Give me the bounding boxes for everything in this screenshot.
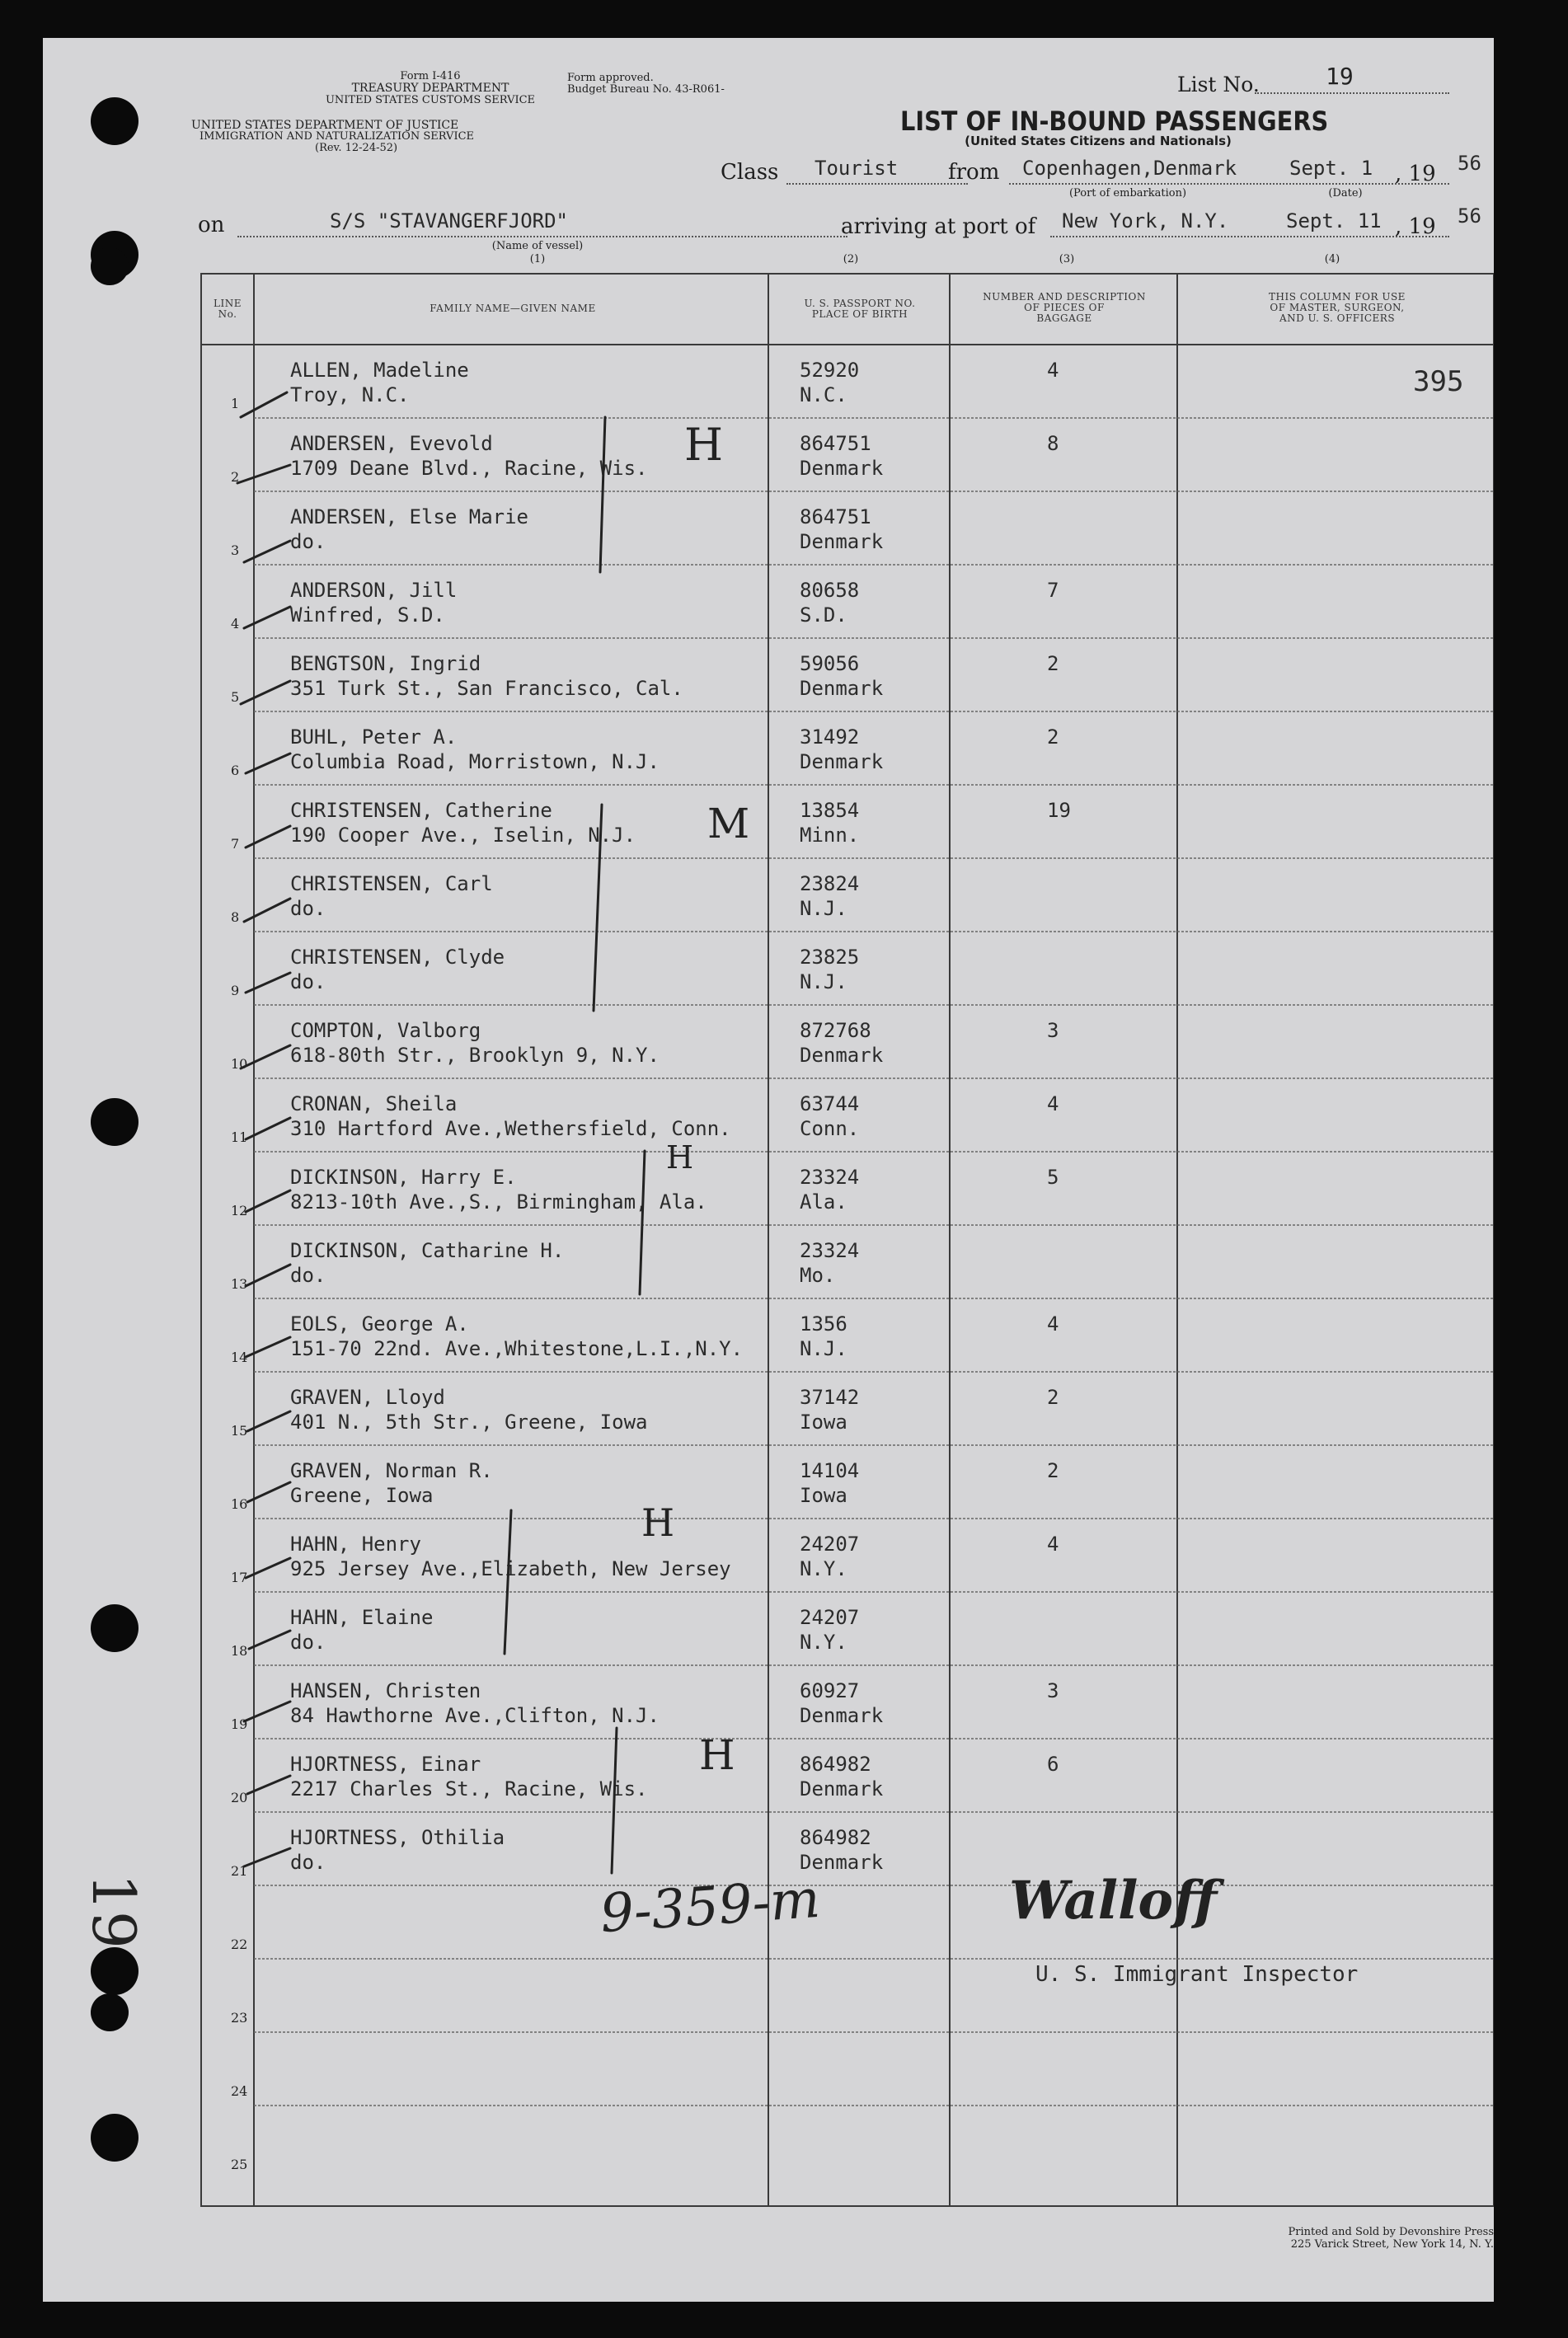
- place-of-birth: Denmark: [800, 530, 884, 553]
- date-caption: (Date): [1328, 187, 1363, 200]
- line-number: 5: [231, 689, 240, 705]
- passport-number: 24207: [800, 1533, 860, 1556]
- passenger-name: HJORTNESS, Einar: [290, 1753, 481, 1776]
- baggage-count: 4: [1047, 1533, 1059, 1556]
- h-mark-2: H: [666, 1139, 694, 1176]
- passenger-address: do.: [290, 1851, 326, 1874]
- place-of-birth: Denmark: [800, 1851, 884, 1874]
- passport-number: 63744: [800, 1092, 860, 1115]
- place-of-birth: Conn.: [800, 1117, 860, 1140]
- passenger-name: BUHL, Peter A.: [290, 725, 458, 749]
- table-row: [43, 711, 1494, 785]
- line-number: 25: [231, 2157, 248, 2172]
- form-approved: Form approved.: [567, 72, 654, 84]
- passenger-address: 84 Hawthorne Ave.,Clifton, N.J.: [290, 1704, 660, 1727]
- passenger-name: HANSEN, Christen: [290, 1679, 481, 1702]
- passenger-address: Greene, Iowa: [290, 1484, 434, 1507]
- passenger-list-page: [43, 38, 1494, 2302]
- line-number: 15: [231, 1423, 248, 1439]
- line-number: 1: [231, 396, 240, 411]
- departure-year: 56: [1458, 152, 1481, 175]
- table-row: [43, 1005, 1494, 1078]
- margin-mark: 19: [78, 1873, 148, 1949]
- inspector-title: U. S. Immigrant Inspector: [1035, 1962, 1359, 1987]
- departure-date: Sept. 1: [1289, 157, 1373, 180]
- justice-department: UNITED STATES DEPARTMENT OF JUSTICE: [191, 119, 459, 132]
- line-number: 9: [231, 983, 240, 998]
- place-of-birth: N.Y.: [800, 1631, 847, 1654]
- printer-address: 225 Varick Street, New York 14, N. Y.: [1290, 2238, 1494, 2251]
- passenger-name: COMPTON, Valborg: [290, 1019, 481, 1042]
- passenger-name: DICKINSON, Catharine H.: [290, 1239, 565, 1262]
- passenger-name: EOLS, George A.: [290, 1312, 469, 1336]
- place-of-birth: Denmark: [800, 1777, 884, 1800]
- arrival-year: 56: [1458, 204, 1481, 228]
- table-row: [43, 1078, 1494, 1152]
- table-row: [43, 1445, 1494, 1519]
- place-of-birth: Ala.: [800, 1190, 847, 1214]
- passenger-name: ANDERSON, Jill: [290, 579, 458, 602]
- passport-number: 872768: [800, 1019, 871, 1042]
- place-of-birth: Denmark: [800, 1044, 884, 1067]
- line-number: 10: [231, 1056, 248, 1072]
- baggage-count: 4: [1047, 1092, 1059, 1115]
- baggage-count: 2: [1047, 1459, 1059, 1482]
- passport-number: 31492: [800, 725, 860, 749]
- col-header-line-no: LINE No.: [214, 298, 242, 320]
- line-number: 22: [231, 1937, 248, 1952]
- baggage-count: 7: [1047, 579, 1059, 602]
- passenger-name: CRONAN, Sheila: [290, 1092, 458, 1115]
- passport-number: 37142: [800, 1386, 860, 1409]
- passenger-name: GRAVEN, Lloyd: [290, 1386, 445, 1409]
- passport-number: 1356: [800, 1312, 847, 1336]
- line-number: 24: [231, 2083, 248, 2099]
- passenger-address: Winfred, S.D.: [290, 603, 445, 627]
- departure-year-prefix: , 19: [1395, 162, 1436, 186]
- passenger-address: Columbia Road, Morristown, N.J.: [290, 750, 660, 773]
- port-of-embarkation: Copenhagen,Denmark: [1022, 157, 1237, 180]
- line-number: 12: [231, 1203, 248, 1218]
- line-number: 6: [231, 763, 240, 778]
- place-of-birth: N.J.: [800, 970, 847, 993]
- line-number: 11: [231, 1129, 248, 1145]
- place-of-birth: Iowa: [800, 1411, 847, 1434]
- col2-marker: (2): [843, 253, 859, 265]
- baggage-count: 3: [1047, 1019, 1059, 1042]
- col1-marker: (1): [529, 253, 546, 265]
- passenger-address: do.: [290, 970, 326, 993]
- line-number: 8: [231, 909, 240, 925]
- budget-bureau: Budget Bureau No. 43-R061-: [567, 83, 725, 96]
- customs-service: UNITED STATES CUSTOMS SERVICE: [325, 94, 536, 106]
- passenger-address: Troy, N.C.: [290, 383, 410, 406]
- vessel-caption: (Name of vessel): [491, 240, 584, 252]
- vessel-name: S/S "STAVANGERFJORD": [330, 209, 568, 232]
- passenger-name: CHRISTENSEN, Carl: [290, 872, 493, 895]
- inspector-signature: Walloff: [1009, 1870, 1218, 1932]
- passenger-address: 310 Hartford Ave.,Wethersfield, Conn.: [290, 1117, 731, 1140]
- passport-number: 864982: [800, 1753, 871, 1776]
- place-of-birth: N.J.: [800, 897, 847, 920]
- passenger-address: 2217 Charles St., Racine, Wis.: [290, 1777, 648, 1800]
- line-number: 4: [231, 616, 240, 631]
- arrival-date: Sept. 11: [1286, 209, 1382, 232]
- table-row: [43, 1225, 1494, 1298]
- place-of-birth: N.J.: [800, 1337, 847, 1360]
- passenger-name: ALLEN, Madeline: [290, 359, 469, 382]
- arrival-year-prefix: , 19: [1395, 214, 1436, 239]
- passenger-name: CHRISTENSEN, Catherine: [290, 799, 552, 822]
- table-row: [43, 1739, 1494, 1812]
- arriving-label: arriving at port of: [841, 214, 1036, 239]
- passport-number: 13854: [800, 799, 860, 822]
- col-header-name: FAMILY NAME—GIVEN NAME: [430, 303, 596, 314]
- place-of-birth: Denmark: [800, 457, 884, 480]
- passport-number: 864751: [800, 432, 871, 455]
- form-number: Form I-416: [400, 70, 461, 82]
- passenger-address: do.: [290, 530, 326, 553]
- class-label: Class: [721, 160, 779, 185]
- place-of-birth: Denmark: [800, 677, 884, 700]
- passport-number: 23825: [800, 946, 860, 969]
- passenger-address: 8213-10th Ave.,S., Birmingham, Ala.: [290, 1190, 707, 1214]
- form-title: LIST OF IN-BOUND PASSENGERS: [900, 106, 1329, 137]
- line-number: 23: [231, 2010, 248, 2026]
- line-number: 16: [231, 1496, 248, 1512]
- table-row: [43, 1372, 1494, 1445]
- col-header-passport: U. S. PASSPORT NO. PLACE OF BIRTH: [804, 298, 916, 320]
- table-row: [43, 1152, 1494, 1225]
- baggage-count: 2: [1047, 1386, 1059, 1409]
- passport-number: 59056: [800, 652, 860, 675]
- line-number: 14: [231, 1350, 248, 1365]
- line-number: 19: [231, 1716, 248, 1732]
- table-row: [43, 638, 1494, 711]
- from-label: from: [948, 160, 1000, 185]
- printer-credit: Printed and Sold by Devonshire Press: [1288, 2226, 1494, 2238]
- baggage-count: 4: [1047, 359, 1059, 382]
- passport-number: 864751: [800, 505, 871, 528]
- line-number: 3: [231, 542, 240, 558]
- place-of-birth: Denmark: [800, 1704, 884, 1727]
- arrival-port: New York, N.Y.: [1062, 209, 1229, 232]
- h-mark-4: H: [699, 1731, 735, 1779]
- department: TREASURY DEPARTMENT: [351, 82, 509, 95]
- place-of-birth: N.Y.: [800, 1557, 847, 1580]
- passenger-address: 618-80th Str., Brooklyn 9, N.Y.: [290, 1044, 660, 1067]
- baggage-count: 5: [1047, 1166, 1059, 1189]
- passport-number: 14104: [800, 1459, 860, 1482]
- passenger-address: 401 N., 5th Str., Greene, Iowa: [290, 1411, 648, 1434]
- passenger-address: 190 Cooper Ave., Iselin, N.J.: [290, 824, 636, 847]
- baggage-count: 4: [1047, 1312, 1059, 1336]
- ins-service: IMMIGRATION AND NATURALIZATION SERVICE: [200, 130, 475, 143]
- passport-number: 24207: [800, 1606, 860, 1629]
- table-row: [43, 565, 1494, 638]
- passenger-address: do.: [290, 1631, 326, 1654]
- passenger-address: 925 Jersey Ave.,Elizabeth, New Jersey: [290, 1557, 731, 1580]
- handwritten-code: 9-359-m: [598, 1868, 823, 1946]
- form-subtitle: (United States Citizens and Nationals): [965, 134, 1232, 148]
- line-number: 18: [231, 1643, 248, 1659]
- h-mark-3: H: [641, 1500, 675, 1545]
- baggage-count: 6: [1047, 1753, 1059, 1776]
- place-of-birth: Minn.: [800, 824, 860, 847]
- passenger-name: CHRISTENSEN, Clyde: [290, 946, 505, 969]
- place-of-birth: S.D.: [800, 603, 847, 627]
- on-label: on: [198, 213, 225, 237]
- line-number: 21: [231, 1863, 248, 1879]
- list-no-value: 19: [1326, 63, 1354, 90]
- col3-marker: (3): [1059, 253, 1075, 265]
- passenger-name: HAHN, Elaine: [290, 1606, 434, 1629]
- table-row: [43, 2106, 1494, 2179]
- table-row: [43, 785, 1494, 858]
- table-row: [43, 345, 1494, 418]
- col-header-officers: THIS COLUMN FOR USE OF MASTER, SURGEON, AND U. S. OFFICERS: [1269, 291, 1406, 324]
- revision: (Rev. 12-24-52): [315, 142, 398, 154]
- passenger-name: ANDERSEN, Else Marie: [290, 505, 528, 528]
- col-header-baggage: NUMBER AND DESCRIPTION OF PIECES OF BAGGAGE: [983, 291, 1146, 324]
- passport-number: 864982: [800, 1826, 871, 1849]
- line-number: 20: [231, 1790, 248, 1805]
- passenger-address: do.: [290, 897, 326, 920]
- baggage-count: 8: [1047, 432, 1059, 455]
- table-row: [43, 932, 1494, 1005]
- passport-number: 23324: [800, 1239, 860, 1262]
- table-row: [43, 1519, 1494, 1592]
- embark-caption: (Port of embarkation): [1068, 187, 1187, 200]
- passenger-name: BENGTSON, Ingrid: [290, 652, 481, 675]
- baggage-count: 2: [1047, 725, 1059, 749]
- baggage-count: 2: [1047, 652, 1059, 675]
- passenger-address: do.: [290, 1264, 326, 1287]
- col4-marker: (4): [1324, 253, 1340, 265]
- place-of-birth: Iowa: [800, 1484, 847, 1507]
- h-mark-1: H: [684, 419, 724, 471]
- passenger-address: 351 Turk St., San Francisco, Cal.: [290, 677, 683, 700]
- baggage-count: 3: [1047, 1679, 1059, 1702]
- passenger-name: ANDERSEN, Evevold: [290, 432, 493, 455]
- table-row: [43, 1665, 1494, 1739]
- place-of-birth: Mo.: [800, 1264, 836, 1287]
- list-no-label: List No.: [1177, 73, 1260, 96]
- passport-number: 80658: [800, 579, 860, 602]
- passenger-name: DICKINSON, Harry E.: [290, 1166, 517, 1189]
- baggage-count: 19: [1047, 799, 1071, 822]
- table-row: [43, 2032, 1494, 2106]
- table-row: [43, 491, 1494, 565]
- passenger-address: 1709 Deane Blvd., Racine, Wis.: [290, 457, 648, 480]
- place-of-birth: N.C.: [800, 383, 847, 406]
- passenger-name: HJORTNESS, Othilia: [290, 1826, 505, 1849]
- passport-number: 60927: [800, 1679, 860, 1702]
- line-number: 2: [231, 469, 240, 485]
- table-row: [43, 418, 1494, 491]
- m-mark: M: [707, 800, 750, 847]
- passport-number: 23324: [800, 1166, 860, 1189]
- table-row: [43, 1592, 1494, 1665]
- passenger-address: 151-70 22nd. Ave.,Whitestone,L.I.,N.Y.: [290, 1337, 744, 1360]
- passport-number: 52920: [800, 359, 860, 382]
- line-number: 7: [231, 836, 240, 852]
- passport-number: 23824: [800, 872, 860, 895]
- place-of-birth: Denmark: [800, 750, 884, 773]
- officer-note: 395: [1413, 365, 1464, 398]
- line-number: 13: [231, 1276, 248, 1292]
- passenger-name: HAHN, Henry: [290, 1533, 421, 1556]
- table-row: [43, 1298, 1494, 1372]
- class-value: Tourist: [815, 157, 899, 180]
- line-number: 17: [231, 1570, 248, 1585]
- table-row: [43, 858, 1494, 932]
- passenger-name: GRAVEN, Norman R.: [290, 1459, 493, 1482]
